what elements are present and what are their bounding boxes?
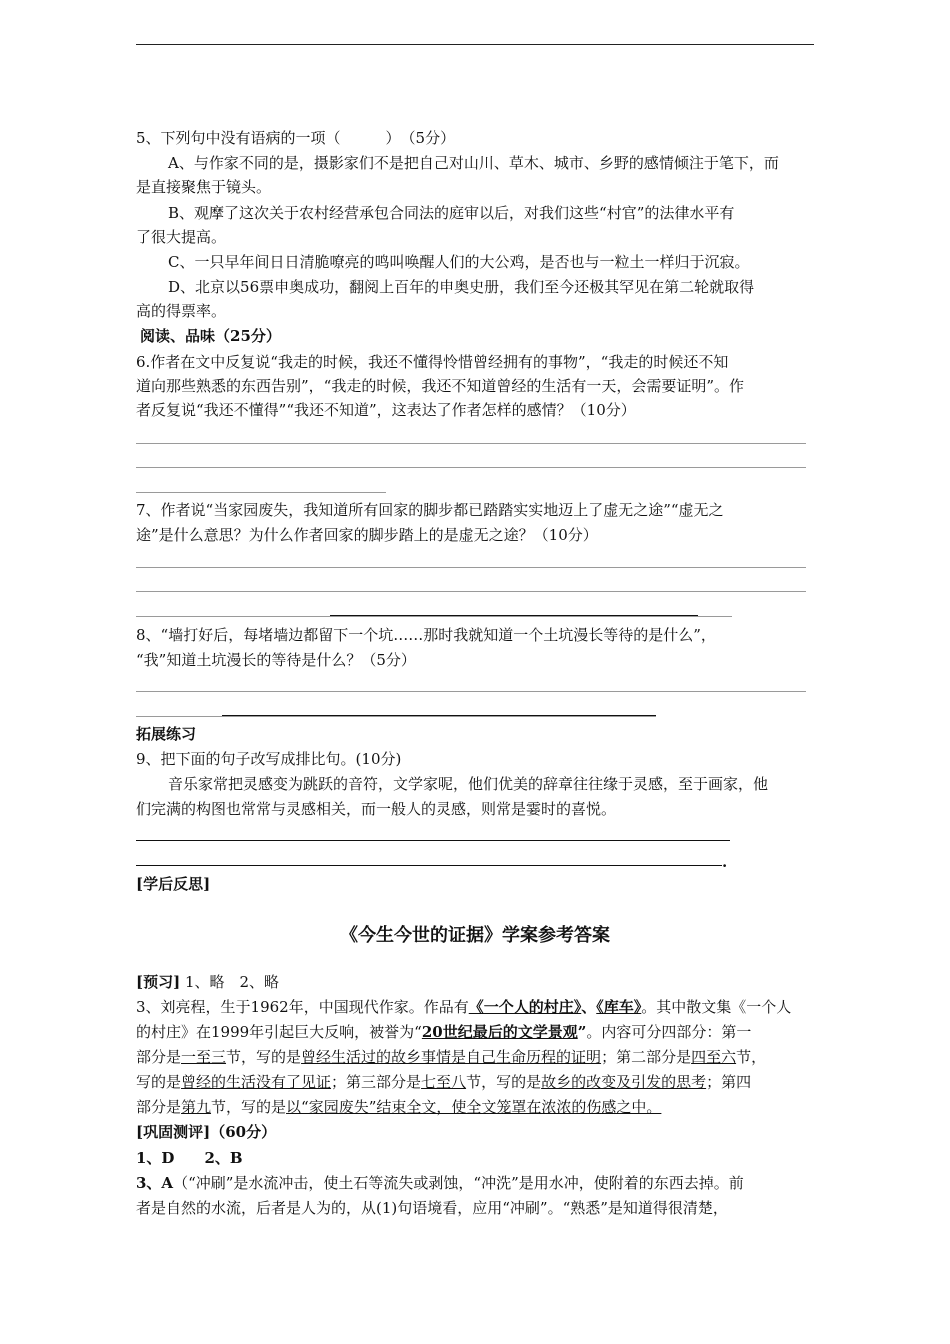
a3-work-2: 《库车》 (596, 998, 642, 1016)
answer-3-number: 3、A (136, 1174, 174, 1192)
q8-answer-line-dark (222, 715, 656, 716)
a3-text: 写的是 (136, 1073, 182, 1091)
answer-3-line-1 (136, 1171, 816, 1195)
reflection-heading: [学后反思] (136, 875, 211, 893)
q9-answer-line[interactable] (136, 840, 730, 841)
q7-answer-line[interactable] (136, 591, 806, 592)
q5-option-d: D、北京以56票申奥成功，翻阅上百年的申奥史册，我们至今还极其罕见在第二轮就取得 (168, 278, 755, 296)
q5-heading: 5、下列句中没有语病的一项（ ） （5分） (136, 129, 456, 147)
a3-text: 3、刘亮程，生于1962年，中国现代作家。作品有 (136, 998, 469, 1016)
q9-line-2: 音乐家常把灵感变为跳跃的音符，文学家呢，他们优美的辞章往往缘于灵感，至于画家，他 (168, 775, 769, 793)
q5-option-a: A、与作家不同的是，摄影家们不是把自己对山川、草木、城市、乡野的感情倾注于笔下，而 (168, 154, 779, 172)
consolidate-label: [巩固测评] (136, 1123, 211, 1141)
a3-part-2-range: 四至六 (691, 1048, 737, 1066)
a3-quote-end: ” (577, 1023, 587, 1041)
a3-text: ；第三部分是 (331, 1073, 422, 1091)
a3-part-2-summary: 曾经的生活没有了见证 (181, 1073, 332, 1091)
preview-items: 1、略 2、略 (180, 973, 280, 991)
a3-text: 。内容可分四部分：第一 (586, 1023, 752, 1041)
q5-option-b: B、观摩了这次关于农村经营承包合同法的庭审以后，对我们这些“村官”的法律水平有 (168, 204, 735, 222)
answer-3-line-2: 者是自然的水流，后者是人为的，从(1)句语境看，应用“冲刷”。“熟悉”是知道得很清楚， (136, 1199, 728, 1217)
a3-part-3-summary: 故乡的改变及引发的思考 (541, 1073, 707, 1091)
a3-line-3 (136, 1045, 816, 1069)
q9-end-dot: . (722, 853, 728, 871)
a3-text: ；第四 (706, 1073, 752, 1091)
preview-line (136, 970, 816, 994)
preview-label: [预习] (136, 973, 181, 991)
section-reading-heading: 阅读、品味（25分） (140, 327, 281, 345)
a3-part-4-range: 第九 (181, 1098, 212, 1116)
a3-line-2 (136, 1020, 816, 1044)
consolidate-score: （60分） (210, 1123, 277, 1141)
q7-answer-line-dark (330, 615, 698, 616)
a3-part-1-summary: 曾经生活过的故乡事情是自己生命历程的证明 (301, 1048, 602, 1066)
a3-line-4 (136, 1070, 816, 1094)
a3-text: 节，写的是 (466, 1073, 542, 1091)
a3-text: 。其中散文集《一个人 (641, 998, 792, 1016)
q5-option-c: C、一只早年间日日清脆嘹亮的鸣叫唤醒人们的大公鸡，是否也与一粒土一样归于沉寂。 (168, 253, 750, 271)
q8-line-2: “我”知道土坑漫长的等待是什么？（5分） (136, 651, 416, 669)
a3-text: 部分是 (136, 1048, 182, 1066)
q7-line-2: 途”是什么意思？为什么作者回家的脚步踏上的是虚无之途？（10分） (136, 526, 598, 544)
q6-answer-line[interactable] (136, 443, 806, 444)
q6-line-1: 6.作者在文中反复说“我走的时候，我还不懂得怜惜曾经拥有的事物”，“我走的时候还不知 (136, 353, 729, 371)
q9-line-3: 们完满的构图也常常与灵感相关，而一般人的灵感，则常是霎时的喜悦。 (136, 800, 617, 818)
q8-answer-line[interactable] (136, 691, 806, 692)
consolidate-line (136, 1120, 816, 1144)
a3-part-4-summary: 以“家园废失”结束全文，使全文笼罩在浓浓的伤感之中。 (286, 1098, 662, 1116)
q9-answer-line[interactable] (136, 865, 722, 866)
a3-praise: 20世纪最后的文学景观 (421, 1023, 578, 1041)
a3-work-1: 《一个人的村庄》 (468, 998, 582, 1016)
q7-answer-line[interactable] (136, 567, 806, 568)
q8-line-1: 8、“墙打好后，每堵墙边都留下一个坑……那时我就知道一个土坑漫长等待的是什么”， (136, 626, 716, 644)
q6-line-3: 者反复说“我还不懂得”“我还不知道”，这表达了作者怎样的感情？（10分） (136, 401, 636, 419)
header-rule (136, 44, 814, 45)
a3-line-5 (136, 1095, 816, 1119)
q6-line-2: 道向那些熟悉的东西告别”，“我走的时候，我还不知道曾经的生活有一天，会需要证明”。作 (136, 377, 745, 395)
q7-line-1: 7、作者说“当家园废失，我知道所有回家的脚步都已踏踏实实地迈上了虚无之途”“虚无之 (136, 501, 724, 519)
q5-option-d-cont: 高的得票率。 (136, 302, 227, 320)
answers-1-2: 1、D 2、B (136, 1149, 243, 1167)
q9-line-1: 9、把下面的句子改写成排比句。(10分) (136, 750, 402, 768)
a3-text: 的村庄》在1999年引起巨大反响，被誉为“ (136, 1023, 422, 1041)
q5-option-b-cont: 了很大提高。 (136, 228, 227, 246)
a3-part-3-range: 七至八 (421, 1073, 467, 1091)
q7-answer-line[interactable] (136, 616, 732, 617)
answer-3-text: （“冲刷”是水流冲击，使土石等流失或剥蚀，“冲洗”是用水冲，使附着的东西去掉。前 (173, 1174, 744, 1192)
a3-line-1 (136, 995, 816, 1019)
q8-answer-line[interactable] (136, 716, 656, 717)
q6-answer-line[interactable] (136, 467, 806, 468)
a3-text: 节，写的是 (211, 1098, 287, 1116)
a3-text: ；第二部分是 (601, 1048, 692, 1066)
a3-sep: 、 (581, 998, 597, 1016)
answers-title: 《今生今世的证据》学案参考答案 (340, 925, 610, 946)
q5-option-a-cont: 是直接聚焦于镜头。 (136, 178, 272, 196)
a3-text: 部分是 (136, 1098, 182, 1116)
a3-text: 节， (736, 1048, 767, 1066)
a3-part-1-range: 一至三 (181, 1048, 227, 1066)
section-extension-heading: 拓展练习 (136, 725, 197, 743)
a3-text: 节，写的是 (226, 1048, 302, 1066)
q6-answer-line[interactable] (136, 492, 386, 493)
